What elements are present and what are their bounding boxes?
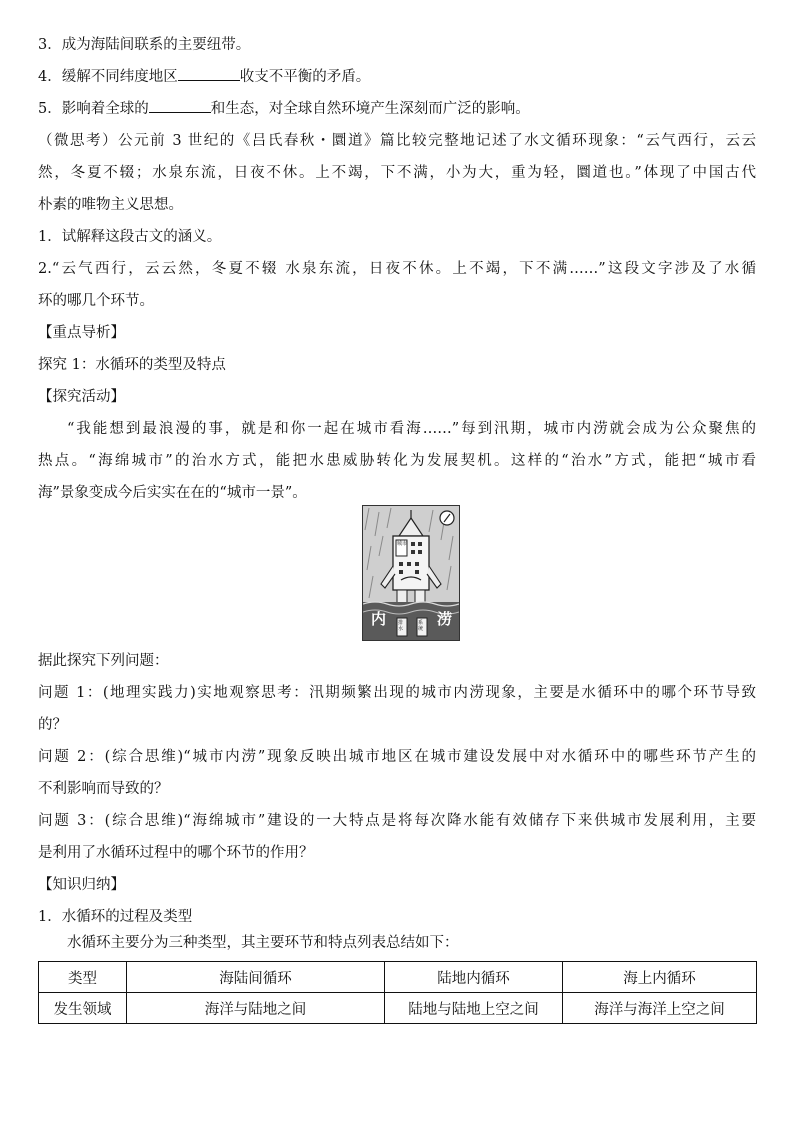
think-paragraph-line: （微思考）公元前 3 世纪的《吕氏春秋・圜道》篇比较完整地记述了水文循环现象：“云气西行，云云 <box>38 133 756 149</box>
subsection-title: 探究 1：水循环的类型及特点 <box>38 357 226 373</box>
table-header-cell: 海陆间循环 <box>127 962 385 993</box>
problem-1-line: 的？ <box>38 717 67 733</box>
question-2-line: 2.“云气西行，云云然，冬夏不辍 水泉东流，日夜不休。上不竭，下不满……”这段文字涉及了水循 <box>38 261 756 277</box>
item-3: 3．成为海陆间联系的主要纽带。 <box>38 37 251 53</box>
cartoon-tag-left: 排水 <box>398 620 404 632</box>
problem-2-line: 问题 2：(综合思维)“城市内涝”现象反映出城市地区在城市建设发展中对水循环中的哪些环节产生的 <box>38 749 756 765</box>
table-cell: 发生领域 <box>39 993 127 1024</box>
table-header-row <box>39 962 757 993</box>
fill-blank <box>149 98 211 113</box>
table-intro: 水循环主要分为三种类型，其主要环节和特点列表总结如下： <box>67 935 459 951</box>
question-1: 1．试解释这段古文的涵义。 <box>38 229 222 245</box>
cartoon-tag-right: 系统 <box>418 620 424 632</box>
fill-blank <box>178 66 240 81</box>
problem-3-line: 问题 3：(综合思维)“海绵城市”建设的一大特点是将每次降水能有效储存下来供城市发展利用，主要 <box>38 813 756 829</box>
problem-1-line: 问题 1：(地理实践力)实地观察思考：汛期频繁出现的城市内涝现象，主要是水循环中的哪个环节导致 <box>38 685 756 701</box>
item-4: 4．缓解不同纬度地区 收支不平衡的矛盾。 <box>38 66 756 88</box>
think-paragraph-line: 然，冬夏不辍；水泉东流，日夜不休。上不竭，下不满，小为大，重为轻，圜道也。”体现了中国古代 <box>38 165 756 181</box>
section-heading: 【探究活动】 <box>38 389 125 405</box>
item-5: 5．影响着全球的 和生态，对全球自然环境产生深刻而广泛的影响。 <box>38 98 756 120</box>
section-heading: 【知识归纳】 <box>38 877 125 893</box>
problem-2-line: 不利影响而导致的？ <box>38 781 169 797</box>
section-heading: 【重点导析】 <box>38 325 125 341</box>
table-header-cell: 海上内循环 <box>563 962 757 993</box>
table-header-cell: 类型 <box>39 962 127 993</box>
question-2-line: 环的哪几个环节。 <box>38 293 154 309</box>
table-cell: 海洋与海洋上空之间 <box>563 993 757 1024</box>
urban-flooding-cartoon <box>362 505 460 641</box>
subsection-title: 1．水循环的过程及类型 <box>38 909 193 925</box>
table-header-cell: 陆地内循环 <box>385 962 563 993</box>
cartoon-label-left: 内 <box>371 610 387 628</box>
activity-paragraph-line: “我能想到最浪漫的事，就是和你一起在城市看海……”每到汛期，城市内涝就会成为公众聚焦的 <box>67 421 756 437</box>
think-paragraph-line: 朴素的唯物主义思想。 <box>38 197 183 213</box>
problem-3-line: 是利用了水循环过程中的哪个环节的作用？ <box>38 845 314 861</box>
activity-paragraph-line: 热点。“海绵城市”的治水方式，能把水患威胁转化为发展契机。这样的“治水”方式，能把“城市看 <box>38 453 756 469</box>
table-row <box>39 993 757 1024</box>
table-cell: 海洋与陆地之间 <box>127 993 385 1024</box>
prompt-line: 据此探究下列问题： <box>38 653 169 669</box>
cartoon-label-right: 涝 <box>437 610 453 628</box>
table-cell: 陆地与陆地上空之间 <box>385 993 563 1024</box>
water-cycle-table <box>38 961 757 1024</box>
activity-paragraph-line: 海”景象变成今后实实在在的“城市一景”。 <box>38 485 307 501</box>
building-sign: 城市 <box>397 541 408 547</box>
